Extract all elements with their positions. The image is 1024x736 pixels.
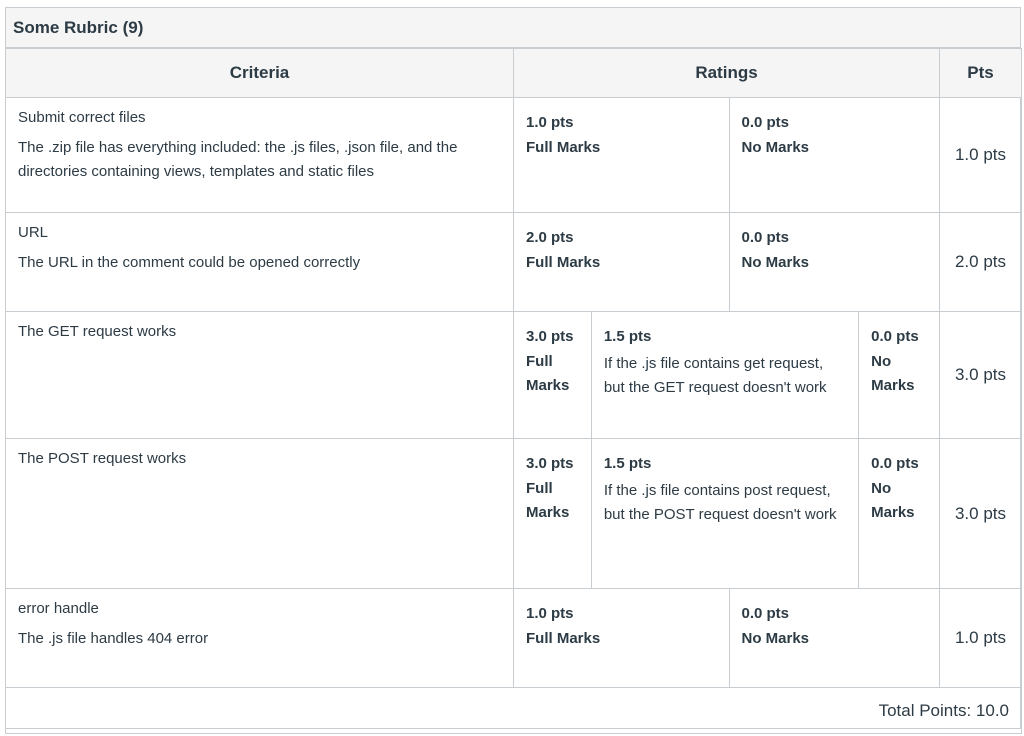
criterion-row xyxy=(6,312,1022,439)
rating-label: No Marks xyxy=(741,139,810,156)
rating-points: 3.0 pts xyxy=(526,455,574,472)
criterion-title: error handle xyxy=(18,600,99,617)
rating-points: 0.0 pts xyxy=(741,229,790,246)
rating-label: Full Marks xyxy=(526,139,601,156)
criterion-cell xyxy=(6,589,514,688)
criterion-title: Submit correct files xyxy=(18,109,146,126)
rating-description: If the .js file contains post request, but the POST request doesn't work xyxy=(603,482,837,523)
rating-points: 0.0 pts xyxy=(871,455,919,472)
criterion-cell xyxy=(6,312,514,439)
rating[interactable] xyxy=(859,312,939,438)
rating-label: No Marks xyxy=(871,480,915,521)
rating[interactable] xyxy=(592,439,859,588)
criterion-cell xyxy=(6,213,514,312)
rating-points: 1.0 pts xyxy=(526,114,574,131)
rating-points: 1.5 pts xyxy=(603,328,652,345)
rating-label: Full Marks xyxy=(526,630,601,647)
rating-label: Full Marks xyxy=(526,480,570,521)
ratings-cell xyxy=(514,312,940,439)
ratings-cell xyxy=(514,439,940,589)
rating-label: No Marks xyxy=(871,353,915,394)
ratings-header: Ratings xyxy=(514,49,940,98)
criterion-points: 3.0 pts xyxy=(940,312,1022,439)
rating[interactable] xyxy=(514,589,730,687)
ratings-cell xyxy=(514,98,940,213)
criterion-row xyxy=(6,213,1022,312)
criterion-cell xyxy=(6,98,514,213)
criterion-points: 2.0 pts xyxy=(940,213,1022,312)
rating-label: Full Marks xyxy=(526,254,601,271)
rating-points: 0.0 pts xyxy=(871,328,919,345)
criterion-row xyxy=(6,439,1022,589)
criterion-points: 1.0 pts xyxy=(940,589,1022,688)
rating-points: 0.0 pts xyxy=(741,605,790,622)
ratings-cell xyxy=(514,213,940,312)
rating-points: 3.0 pts xyxy=(526,328,574,345)
criterion-cell xyxy=(6,439,514,589)
rubric-title: Some Rubric (9) xyxy=(6,8,1020,48)
rating[interactable] xyxy=(514,213,730,311)
criterion-row xyxy=(6,98,1022,213)
rating-description: If the .js file contains get request, but the GET request doesn't work xyxy=(603,355,827,396)
rating-label: No Marks xyxy=(741,254,810,271)
ratings-cell xyxy=(514,589,940,688)
criterion-description: The .js file handles 404 error xyxy=(18,630,209,647)
criterion-row xyxy=(6,589,1022,688)
rating[interactable] xyxy=(730,589,940,687)
rating-points: 1.5 pts xyxy=(603,455,652,472)
criterion-points: 1.0 pts xyxy=(940,98,1022,213)
pts-header: Pts xyxy=(940,49,1022,98)
criteria-header: Criteria xyxy=(6,49,514,98)
rating[interactable] xyxy=(859,439,939,588)
rating[interactable] xyxy=(730,98,940,212)
rubric-table xyxy=(5,48,1022,734)
rating-label: Full Marks xyxy=(526,353,570,394)
rating[interactable] xyxy=(514,98,730,212)
rating-points: 0.0 pts xyxy=(741,114,790,131)
total-row xyxy=(6,688,1022,734)
rating[interactable] xyxy=(730,213,940,311)
rating-points: 1.0 pts xyxy=(526,605,574,622)
criterion-points: 3.0 pts xyxy=(940,439,1022,589)
rating-points: 2.0 pts xyxy=(526,229,574,246)
rubric-container xyxy=(5,7,1021,729)
criterion-description: The URL in the comment could be opened correctly xyxy=(18,254,361,271)
total-points: Total Points: 10.0 xyxy=(6,688,1022,734)
criterion-title: URL xyxy=(18,224,49,241)
criterion-title: The POST request works xyxy=(18,450,187,467)
rating[interactable] xyxy=(592,312,859,438)
rating[interactable] xyxy=(514,439,592,588)
rating-label: No Marks xyxy=(741,630,810,647)
criterion-description: The .zip file has everything included: the .js files, .json file, and the directories containing views, templates and static files xyxy=(18,139,458,180)
header-row xyxy=(6,49,1022,98)
rating[interactable] xyxy=(514,312,592,438)
criterion-title: The GET request works xyxy=(18,323,177,340)
